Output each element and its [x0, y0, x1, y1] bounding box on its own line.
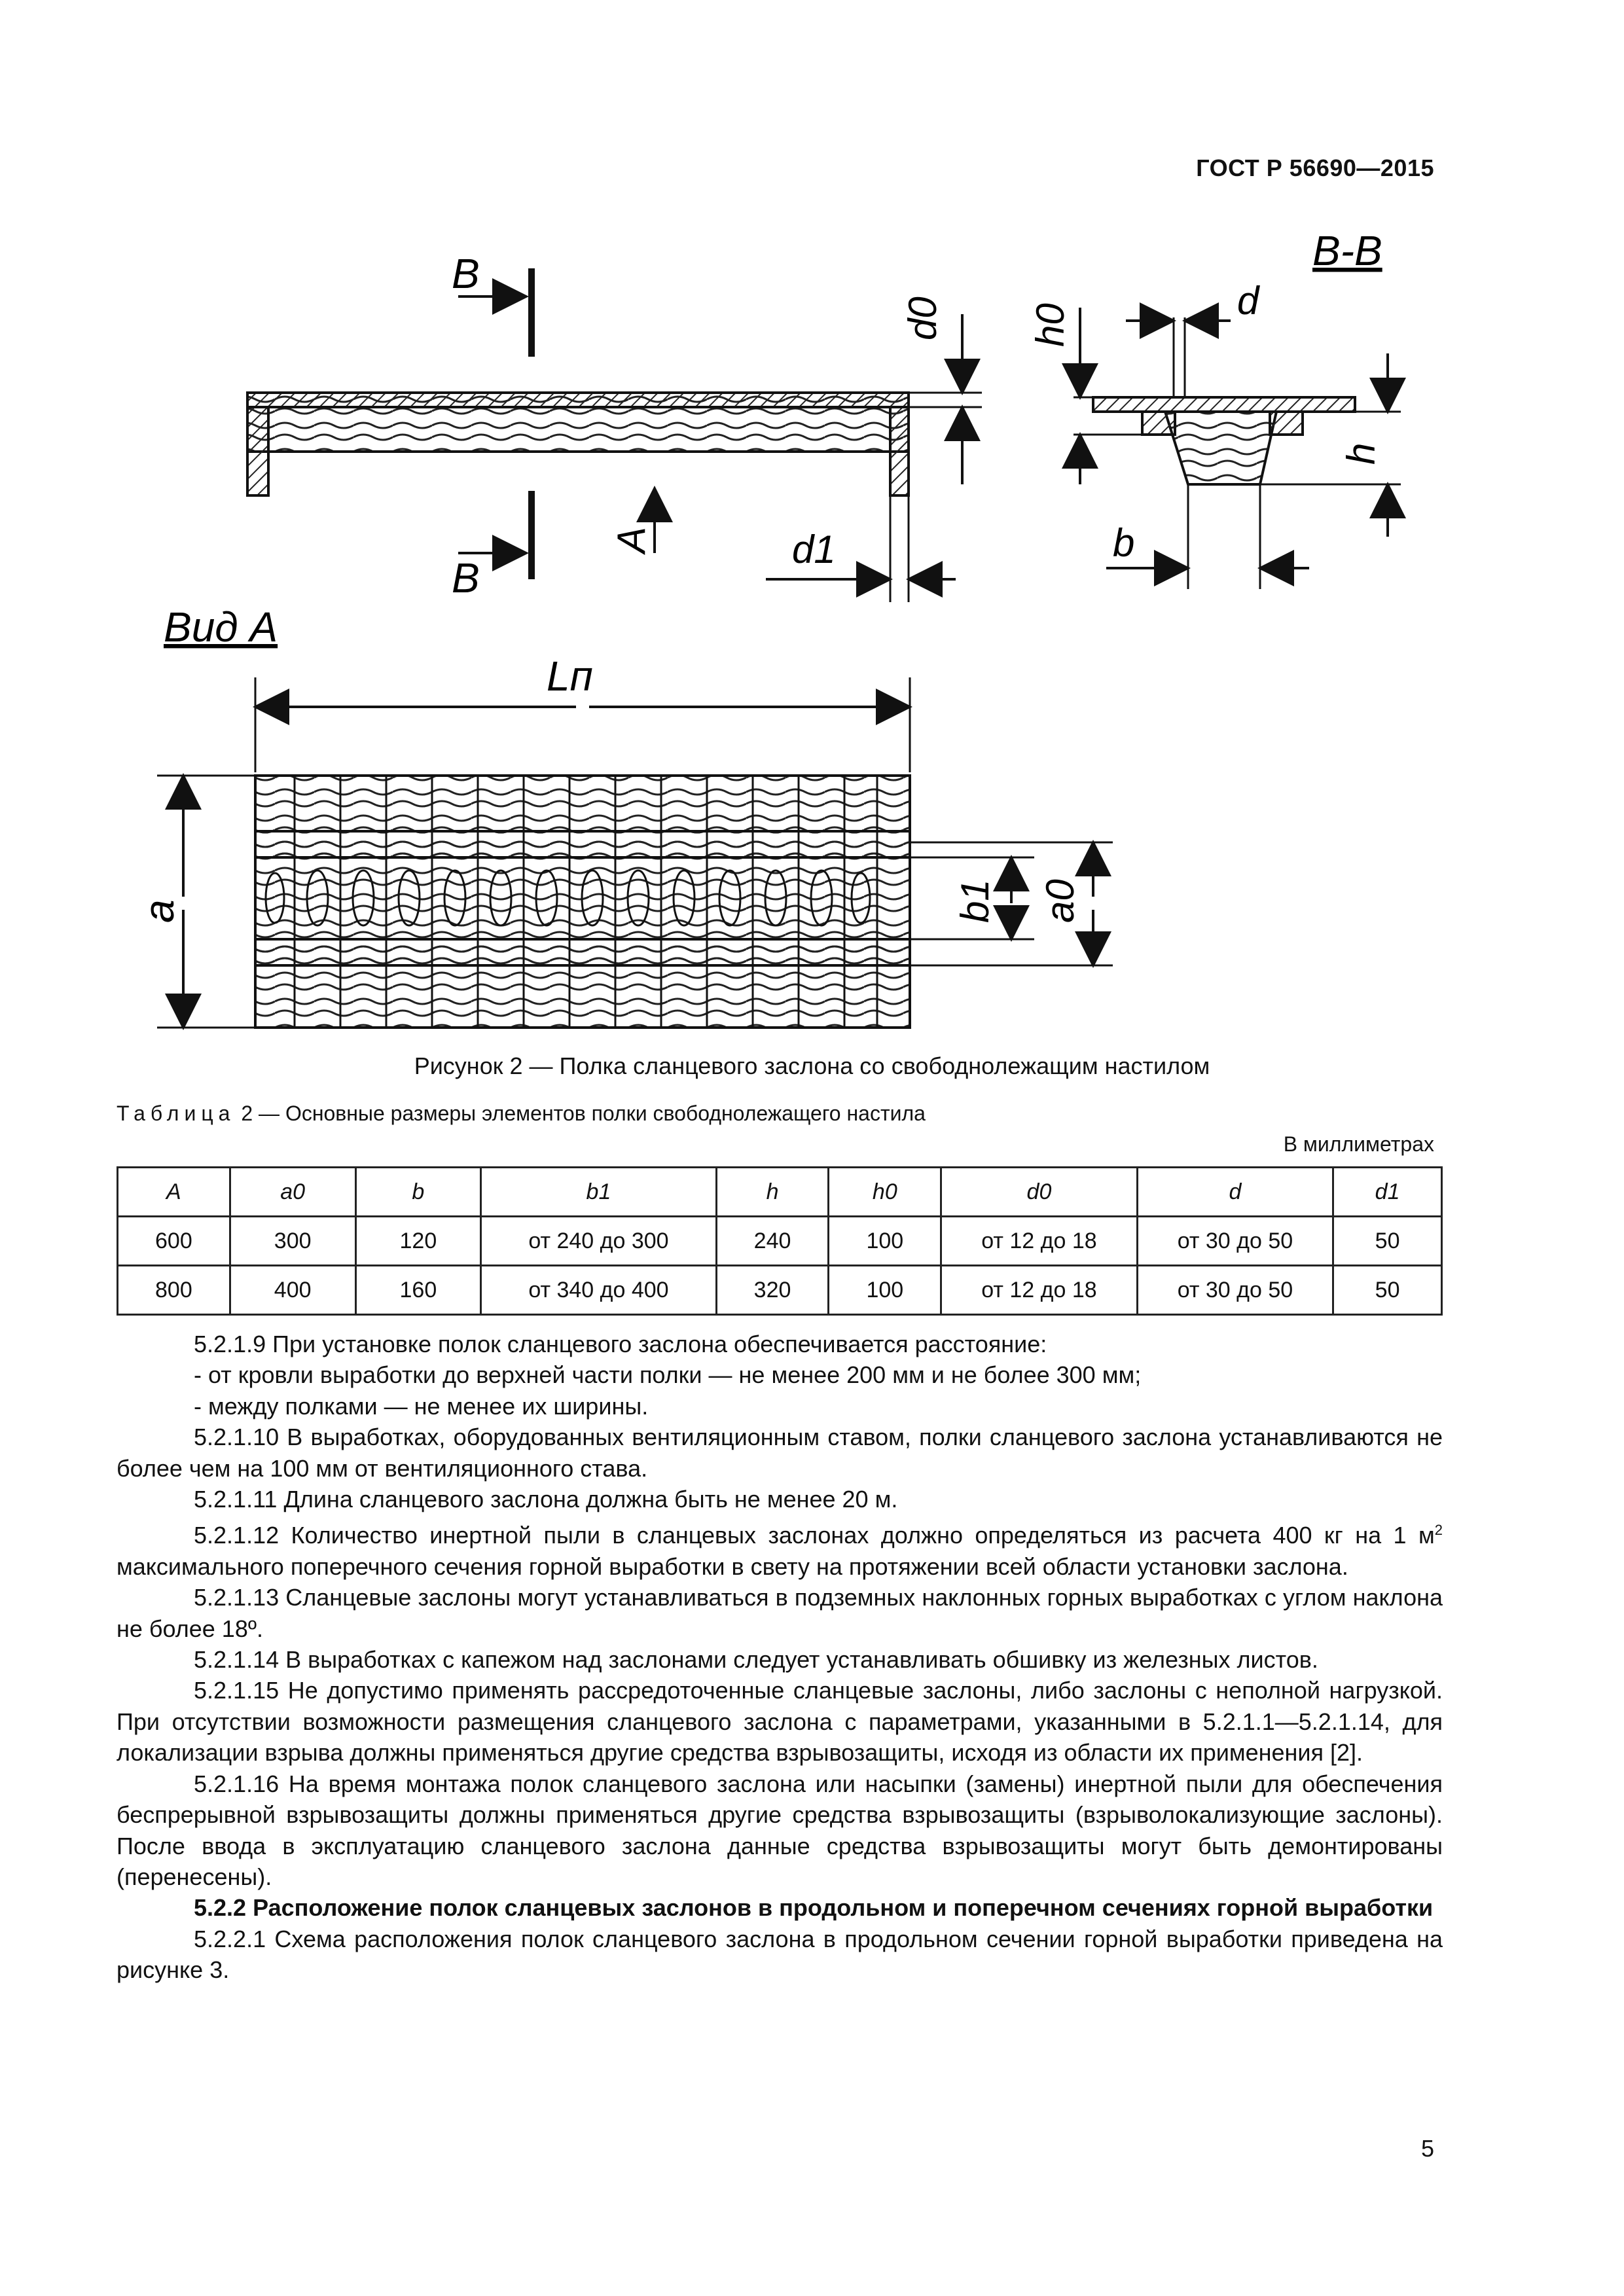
- section-title: В-В: [1312, 227, 1382, 274]
- col-h0: h0: [829, 1168, 941, 1217]
- table-cell: 320: [716, 1266, 829, 1315]
- table-cell: 800: [118, 1266, 230, 1315]
- paragraph-5-2-1-13: 5.2.1.13 Сланцевые заслоны могут устанавливаться в подземных наклонных горных выработках с углом наклона не более 18º.: [117, 1584, 1443, 1642]
- table-cell: от 240 до 300: [481, 1217, 716, 1266]
- table-units: В миллиметрах: [1283, 1132, 1434, 1156]
- table-cell: 100: [829, 1266, 941, 1315]
- table-title-rest: 2 — Основные размеры элементов полки свободнолежащего настила: [241, 1102, 926, 1125]
- dim-d0: d0: [901, 296, 945, 340]
- paragraph-5-2-1-11: 5.2.1.11 Длина сланцевого заслона должна быть не менее 20 м.: [194, 1486, 898, 1513]
- section-heading: 5.2.2 Расположение полок сланцевых заслонов в продольном и поперечном сечениях горной выработки: [194, 1894, 1434, 1922]
- paragraph-5-2-1-9: 5.2.1.9 При установке полок сланцевого заслона обеспечивается расстояние:: [194, 1331, 1047, 1357]
- document-header: ГОСТ Р 56690—2015: [1196, 154, 1434, 181]
- view-title: Вид А: [164, 603, 278, 651]
- col-b: b: [355, 1168, 481, 1217]
- page-number: 5: [1420, 2135, 1434, 2162]
- dimensions-table: [117, 1166, 1443, 1316]
- table-cell: 100: [829, 1217, 941, 1266]
- view-a: [157, 677, 1113, 1028]
- table-cell: от 12 до 18: [941, 1266, 1137, 1315]
- dim-h: h: [1339, 442, 1383, 465]
- shelf-drawing: [0, 0, 1624, 1060]
- col-b1: b1: [481, 1168, 716, 1217]
- paragraph-5-2-1-14: 5.2.1.14 В выработках с капежом над заслонами следует устанавливать обшивку из железных листов.: [194, 1646, 1318, 1674]
- table-cell: 120: [355, 1217, 481, 1266]
- table-cell: 160: [355, 1266, 481, 1315]
- paragraph-5-2-1-16: 5.2.1.16 На время монтажа полок сланцевого заслона или насыпки (замены) инертной пыли для обеспечения беспрерывной взрывозащиты должны применяться другие средства взрывозащиты (взрыволокализующие заслоны). После ввода в эксплуатацию сланцевого заслона данные средства взрывозащиты могут быть демонтированы (перенесены).: [117, 1770, 1443, 1890]
- table-cell: 240: [716, 1217, 829, 1266]
- col-d1: d1: [1333, 1168, 1442, 1217]
- body-text: [117, 1329, 1443, 1986]
- dim-h0: h0: [1028, 303, 1072, 347]
- table-cell: 50: [1333, 1266, 1442, 1315]
- paragraph-5-2-1-15: 5.2.1.15 Не допустимо применять рассредоточенные сланцевые заслоны, либо заслоны с неполной нагрузкой. При отсутствии возможности размещения сланцевого заслона с параметрами, указанными в 5.2.1.1—5.2.1.14, для локализации взрыва должны применяться другие средства взрывозащиты, исходя из области их применения [2].: [117, 1677, 1443, 1767]
- section-label-top: В: [452, 250, 480, 297]
- col-d: d: [1137, 1168, 1333, 1217]
- table-title: [117, 1102, 926, 1126]
- view-arrow-label: А: [609, 526, 653, 553]
- col-a0: a0: [230, 1168, 355, 1217]
- dim-Ln: Lп: [547, 653, 593, 700]
- table-title-word: Таблица: [117, 1102, 236, 1125]
- table-cell: от 340 до 400: [481, 1266, 716, 1315]
- paragraph-5-2-1-12: 5.2.1.12 Количество инертной пыли в сланцевых заслонах должно определяться из расчета 400 кг на 1 $м^2$ максимального поперечного сечения горной выработки в свету на протяжении всей области установки заслона.: [117, 1522, 1443, 1580]
- col-d0: d0: [941, 1168, 1137, 1217]
- table-header-row: [118, 1168, 1442, 1217]
- dim-b1: b1: [953, 879, 997, 923]
- table-cell: от 30 до 50: [1137, 1217, 1333, 1266]
- table-cell: от 12 до 18: [941, 1217, 1137, 1266]
- table-cell: 400: [230, 1266, 355, 1315]
- list-item: - между полками — не менее их ширины.: [194, 1392, 649, 1420]
- section-label-bottom: В: [452, 554, 480, 601]
- col-h: h: [716, 1168, 829, 1217]
- list-item: - от кровли выработки до верхней части полки — не менее 200 мм и не более 300 мм;: [194, 1361, 1142, 1389]
- paragraph-5-2-2-1: 5.2.2.1 Схема расположения полок сланцевого заслона в продольном сечении горной выработки приведена на рисунке 3.: [117, 1925, 1443, 1984]
- table-cell: 50: [1333, 1217, 1442, 1266]
- table-cell: 600: [118, 1217, 230, 1266]
- paragraph-5-2-1-10: 5.2.1.10 В выработках, оборудованных вентиляционным ставом, полки сланцевого заслона устанавливаются не более чем на 100 мм от вентиляционного става.: [117, 1424, 1443, 1482]
- figure-caption: Рисунок 2 — Полка сланцевого заслона со свободнолежащим настилом: [414, 1052, 1210, 1079]
- table-row: [118, 1217, 1442, 1266]
- table-row: [118, 1266, 1442, 1315]
- dim-d: d: [1237, 279, 1259, 323]
- dim-a: a: [135, 899, 183, 923]
- table-cell: 300: [230, 1217, 355, 1266]
- dim-a0: a0: [1038, 879, 1082, 923]
- dim-b: b: [1113, 521, 1135, 565]
- dim-d1: d1: [792, 528, 836, 571]
- col-A: A: [118, 1168, 230, 1217]
- table-cell: от 30 до 50: [1137, 1266, 1333, 1315]
